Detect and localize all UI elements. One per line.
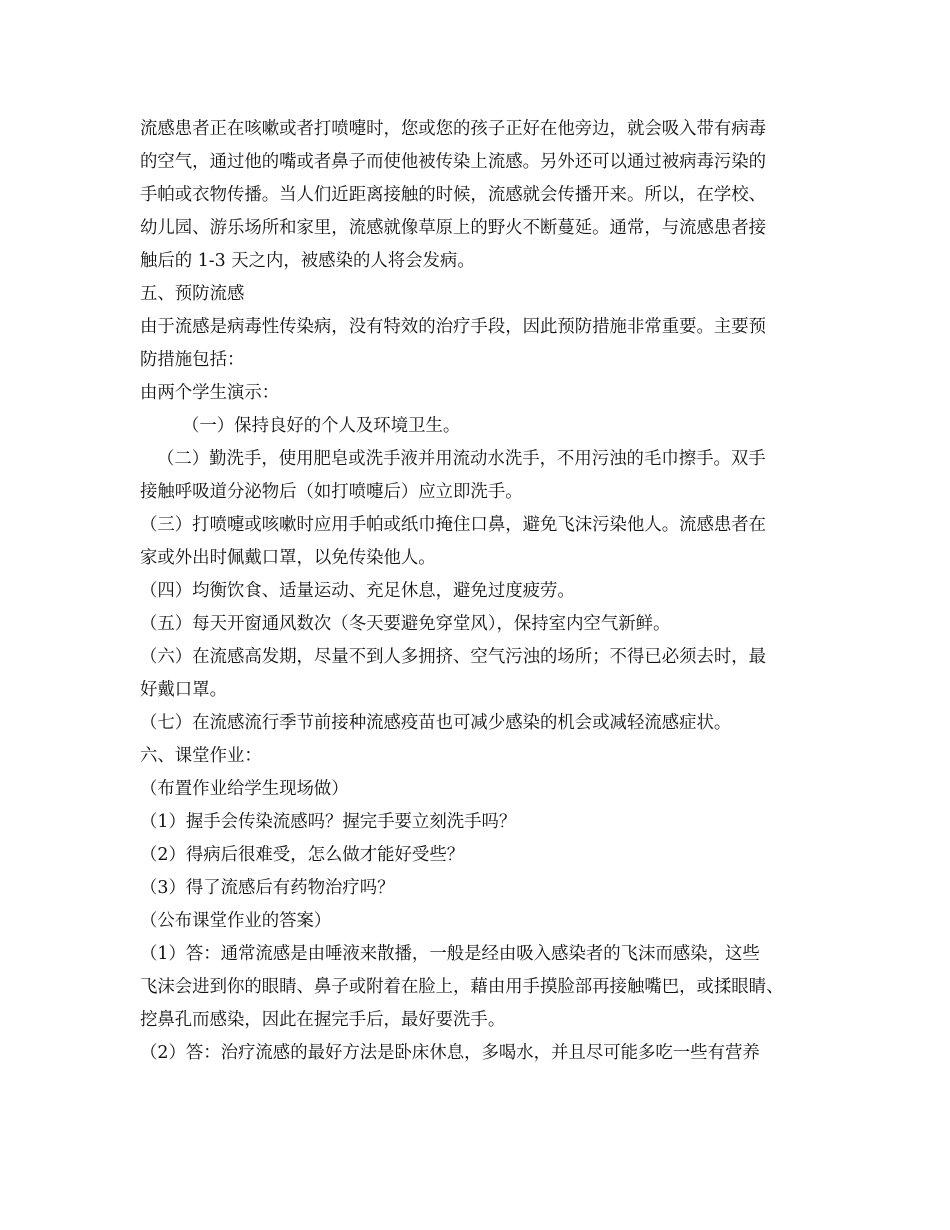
question-item: （1）握手会传染流感吗？握完手要立刻洗手吗？ [140,812,517,832]
text-line: 接触呼吸道分泌物后（如打喷嚏后）应立即洗手。 [140,482,523,502]
text-line: 的空气，通过他的嘴或者鼻子而使他被传染上流感。另外还可以通过被病毒污染的 [140,152,767,172]
list-item: （三）打喷嚏或咳嗽时应用手帕或纸巾掩住口鼻，避免飞沫污染他人。流感患者在 [140,515,767,535]
list-item: （六）在流感高发期，尽量不到人多拥挤、空气污浊的场所；不得已必须去时，最 [140,647,767,667]
list-item: （一）保持良好的个人及环境卫生。 [182,416,461,436]
text-line: 由于流感是病毒性传染病，没有特效的治疗手段，因此预防措施非常重要。主要预 [140,317,767,337]
text-line: 家或外出时佩戴口罩，以免传染他人。 [140,548,436,568]
section-heading: 六、课堂作业： [140,746,262,766]
text-line: 手帕或衣物传播。当人们近距离接触的时候，流感就会传播开来。所以，在学校、 [140,185,767,205]
list-item: （二）勤洗手，使用肥皂或洗手液并用流动水洗手，不用污浊的毛巾擦手。双手 [157,449,766,469]
text-line: 飞沫会进到你的眼睛、鼻子或附着在脸上，藉由用手摸脸部再接触嘴巴，或揉眼睛、 [140,977,784,997]
list-item: （七）在流感流行季节前接种流感疫苗也可减少感染的机会或减轻流感症状。 [140,713,732,733]
answer-item: （1）答：通常流感是由唾液来散播，一般是经由吸入感染者的飞沫而感染，这些 [140,944,760,964]
text-line: 流感患者正在咳嗽或者打喷嚏时，您或您的孩子正好在他旁边，就会吸入带有病毒 [140,119,767,139]
answer-item: （2）答：治疗流感的最好方法是卧床休息，多喝水，并且尽可能多吃一些有营养 [140,1043,760,1063]
list-item: （五）每天开窗通风数次（冬天要避免穿堂风），保持室内空气新鲜。 [140,614,671,634]
question-item: （3）得了流感后有药物治疗吗？ [140,878,395,898]
question-item: （2）得病后很难受，怎么做才能好受些？ [140,845,465,865]
text-line: 防措施包括： [140,350,245,370]
text-line: （公布课堂作业的答案） [140,911,332,931]
section-heading: 五、预防流感 [140,284,245,304]
text-line: 挖鼻孔而感染，因此在握完手后，最好要洗手。 [140,1010,506,1030]
text-line: 由两个学生演示： [140,383,280,403]
text-line: 好戴口罩。 [140,680,227,700]
list-item: （四）均衡饮食、适量运动、充足休息，避免过度疲劳。 [140,581,575,601]
text-line: 幼儿园、游乐场所和家里，流感就像草原上的野火不断蔓延。通常，与流感患者接 [140,218,767,238]
text-line: （布置作业给学生现场做） [140,779,349,799]
text-line: 触后的 1-3 天之内，被感染的人将会发病。 [140,251,475,271]
